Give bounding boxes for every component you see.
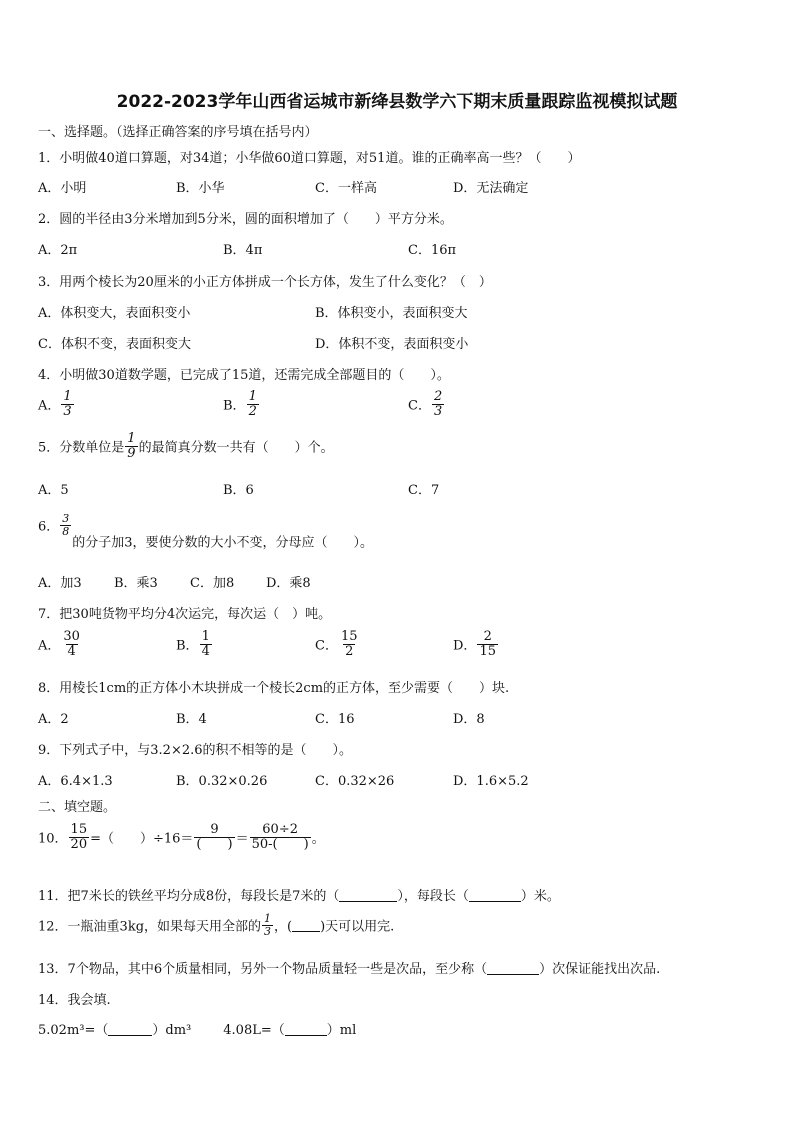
answer-blank[interactable] bbox=[487, 962, 539, 975]
denominator-blank[interactable]: 50-( ) bbox=[251, 836, 309, 852]
option-b: B．小华 bbox=[176, 181, 225, 196]
question-3-options-row1 bbox=[38, 302, 758, 332]
period: 。 bbox=[311, 831, 325, 847]
option-label: D． bbox=[453, 638, 477, 654]
fraction bbox=[262, 913, 273, 937]
equals-sign: ＝ bbox=[235, 831, 249, 847]
answer-blank[interactable] bbox=[108, 1023, 152, 1036]
question-text: )天可以用完. bbox=[320, 919, 395, 935]
question-text: ）米。 bbox=[520, 889, 560, 904]
section-heading-choice: 一、选择题。（选择正确答案的序号填在括号内） bbox=[38, 125, 318, 140]
option-a: A．2π bbox=[38, 243, 78, 258]
question-11 bbox=[38, 885, 560, 904]
denominator: 2 bbox=[248, 403, 257, 419]
denominator: 4 bbox=[67, 643, 76, 659]
question-7-options bbox=[38, 630, 758, 670]
fraction-3 bbox=[250, 823, 311, 851]
option-a: A．6.4×1.3 bbox=[38, 774, 113, 789]
numerator: 1 bbox=[63, 389, 72, 404]
question-text: 4.08L=（ bbox=[223, 1023, 285, 1038]
option-label: A． bbox=[38, 398, 61, 414]
option-label: A． bbox=[38, 638, 61, 654]
equation-part: =（ ）÷16＝ bbox=[90, 831, 194, 847]
numerator: 1 bbox=[248, 389, 257, 404]
option-c: C．0.32×26 bbox=[315, 774, 395, 789]
option-d bbox=[453, 630, 499, 658]
option-b: B．6 bbox=[223, 483, 254, 498]
option-a: A．2 bbox=[38, 712, 69, 727]
question-text: 5．分数单位是 bbox=[38, 440, 125, 456]
numerator: 60÷2 bbox=[262, 822, 298, 837]
section-heading-fill: 二、填空题。 bbox=[38, 800, 117, 815]
question-1-options bbox=[38, 177, 758, 207]
option-a bbox=[38, 390, 75, 418]
denominator-blank[interactable]: ( ) bbox=[196, 836, 233, 852]
answer-blank[interactable] bbox=[285, 1023, 327, 1036]
question-text: 13．7个物品，其中6个质量相同，另外一个物品质量轻一些是次品，至少称（ bbox=[38, 962, 488, 977]
option-c: C．7 bbox=[408, 483, 440, 498]
option-label: B． bbox=[176, 638, 199, 654]
option-d: D．乘8 bbox=[266, 576, 311, 591]
question-6 bbox=[38, 513, 373, 551]
fraction bbox=[60, 513, 71, 537]
question-text: ）dm³ bbox=[152, 1023, 192, 1038]
option-c: C．一样高 bbox=[315, 181, 377, 196]
option-c bbox=[408, 390, 445, 418]
fraction bbox=[200, 630, 212, 658]
option-a bbox=[38, 630, 83, 658]
denominator: 3 bbox=[264, 924, 272, 938]
option-c: C．16 bbox=[315, 712, 355, 727]
fraction-2 bbox=[194, 823, 234, 851]
numerator: 9 bbox=[210, 822, 219, 837]
numerator: 1 bbox=[127, 431, 136, 446]
question-2-options bbox=[38, 239, 758, 269]
question-12 bbox=[38, 913, 394, 937]
denominator: 8 bbox=[62, 524, 70, 538]
numerator: 30 bbox=[63, 629, 80, 644]
option-c: C．体积不变，表面积变大 bbox=[38, 337, 191, 352]
fraction bbox=[432, 390, 444, 418]
question-6-options bbox=[38, 572, 758, 602]
question-text: 12．一瓶油重3kg，如果每天用全部的 bbox=[38, 919, 262, 935]
fraction bbox=[61, 630, 82, 658]
question-8-options bbox=[38, 708, 758, 738]
question-9: 9．下列式子中，与3.2×2.6的积不相等的是（ ）。 bbox=[38, 743, 353, 758]
denominator: 2 bbox=[345, 643, 354, 659]
denominator: 9 bbox=[127, 445, 136, 461]
option-d: D．无法确定 bbox=[453, 181, 529, 196]
question-10 bbox=[38, 823, 325, 851]
question-4-options bbox=[38, 390, 758, 430]
option-label: C． bbox=[408, 398, 431, 414]
numerator: 2 bbox=[483, 629, 492, 644]
numerator: 15 bbox=[340, 629, 358, 644]
option-b bbox=[176, 630, 213, 658]
option-b: B．0.32×0.26 bbox=[176, 774, 268, 789]
question-8: 8．用棱长1cm的正方体小木块拼成一个棱长2cm的正方体，至少需要（ ）块. bbox=[38, 681, 510, 696]
option-a: A．5 bbox=[38, 483, 69, 498]
option-c: C．加8 bbox=[190, 576, 235, 591]
question-14: 14．我会填. bbox=[38, 993, 111, 1008]
option-c bbox=[315, 630, 361, 658]
question-text: ）次保证能找出次品. bbox=[539, 962, 661, 977]
question-4: 4．小明做30道数学题，已完成了15道，还需完成全部题目的（ ）。 bbox=[38, 368, 450, 383]
question-text: 的最简真分数一共有（ ）个。 bbox=[138, 440, 334, 456]
question-14-items bbox=[38, 1019, 356, 1038]
option-b: B．乘3 bbox=[114, 576, 158, 591]
question-text: 的分子加3，要使分数的大小不变，分母应（ ）。 bbox=[72, 535, 374, 551]
question-number: 6． bbox=[38, 519, 60, 535]
question-text: ，( bbox=[274, 919, 293, 935]
question-3-options-row2 bbox=[38, 333, 758, 363]
numerator: 3 bbox=[62, 512, 70, 525]
page-title: 2022-2023学年山西省运城市新绛县数学六下期末质量跟踪监视模拟试题 bbox=[116, 92, 678, 112]
option-d: D．8 bbox=[453, 712, 485, 727]
fraction bbox=[61, 390, 73, 418]
numerator: 15 bbox=[70, 822, 88, 837]
option-d: D．体积不变，表面积变小 bbox=[315, 337, 469, 352]
option-d: D．1.6×5.2 bbox=[453, 774, 529, 789]
question-text: ），每段长（ bbox=[397, 889, 469, 904]
question-number: 10． bbox=[38, 831, 68, 847]
answer-blank[interactable] bbox=[469, 889, 521, 902]
denominator: 3 bbox=[433, 403, 443, 419]
option-c: C．16π bbox=[408, 243, 457, 258]
question-5 bbox=[38, 432, 334, 460]
question-5-options bbox=[38, 479, 758, 509]
question-text: 5.02m³=（ bbox=[38, 1023, 109, 1038]
answer-blank[interactable] bbox=[292, 919, 320, 932]
fraction bbox=[477, 630, 498, 658]
denominator: 3 bbox=[63, 403, 72, 419]
fraction bbox=[247, 390, 259, 418]
denominator: 20 bbox=[70, 836, 88, 852]
fraction bbox=[339, 630, 360, 658]
question-9-options bbox=[38, 770, 758, 800]
denominator: 4 bbox=[201, 643, 210, 659]
fraction bbox=[125, 432, 137, 460]
fraction-1 bbox=[69, 823, 90, 851]
question-3: 3．用两个棱长为20厘米的小正方体拼成一个长方体，发生了什么变化？（ ） bbox=[38, 275, 492, 290]
numerator: 2 bbox=[433, 389, 443, 404]
option-a: A．加3 bbox=[38, 576, 82, 591]
question-text: 11．把7米长的铁丝平均分成8份，每段长是7米的（ bbox=[38, 889, 340, 904]
question-2: 2．圆的半径由3分米增加到5分米，圆的面积增加了（ ）平方分米。 bbox=[38, 212, 453, 227]
question-text: ）ml bbox=[326, 1023, 357, 1038]
question-13 bbox=[38, 958, 660, 977]
option-b: B．4 bbox=[176, 712, 207, 727]
denominator: 15 bbox=[479, 643, 496, 659]
option-b: B．4π bbox=[223, 243, 263, 258]
option-label: B． bbox=[223, 398, 246, 414]
numerator: 1 bbox=[264, 912, 272, 925]
option-label: C． bbox=[315, 638, 338, 654]
question-7: 7．把30吨货物平均分4次运完，每次运（ ）吨。 bbox=[38, 607, 332, 622]
option-a: A．小明 bbox=[38, 181, 87, 196]
option-b bbox=[223, 390, 260, 418]
answer-blank[interactable] bbox=[339, 889, 397, 902]
question-1: 1．小明做40道口算题，对34道；小华做60道口算题，对51道。谁的正确率高一些？（ ） bbox=[38, 151, 581, 166]
numerator: 1 bbox=[201, 629, 210, 644]
option-b: B．体积变小，表面积变大 bbox=[315, 306, 468, 321]
option-a: A．体积变大，表面积变小 bbox=[38, 306, 191, 321]
